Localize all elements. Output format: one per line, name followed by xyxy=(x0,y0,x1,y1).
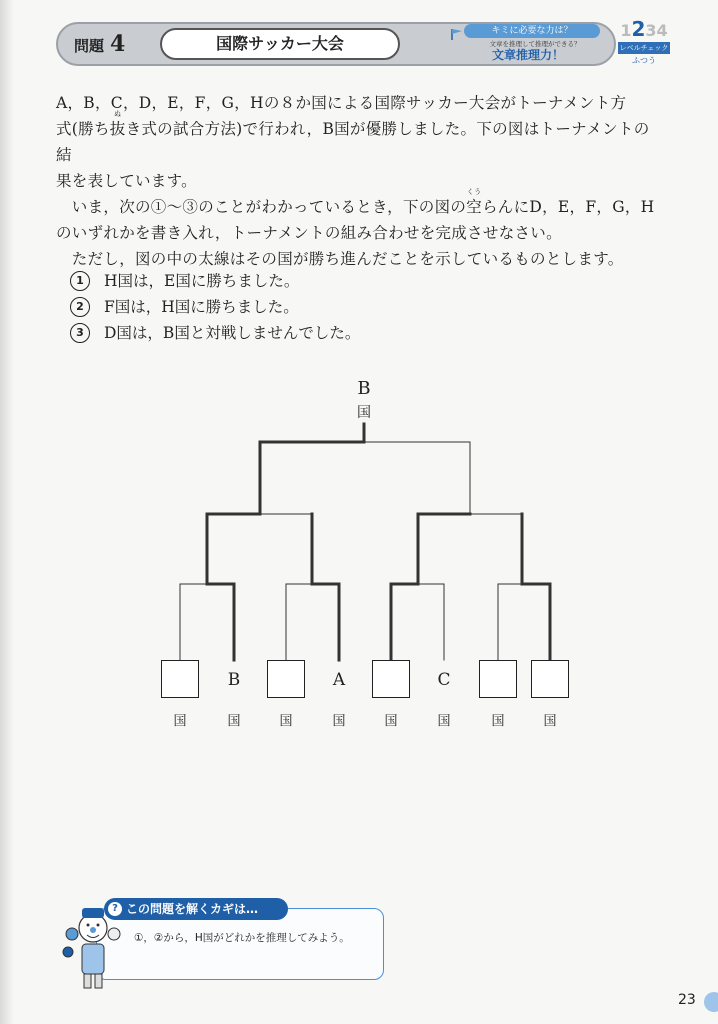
team-blank-box[interactable] xyxy=(267,660,305,698)
bracket-line xyxy=(180,584,234,660)
team-suffix: 国 xyxy=(384,714,398,729)
bracket-winner-line xyxy=(522,514,550,660)
intro-line-4-pre: いま，次の①～③のことがわかっているとき，下の図の xyxy=(56,198,467,216)
bracket-winner-line xyxy=(207,442,260,514)
hint-title: この問題を解くカギは… xyxy=(104,898,288,920)
team-blank-box[interactable] xyxy=(161,660,199,698)
intro-line-3: 果を表しています。 xyxy=(56,172,197,190)
page-tab-marker xyxy=(704,992,718,1012)
intro-line-5: のいずれかを書き入れ，トーナメントの組み合わせを完成させなさい。 xyxy=(56,224,562,242)
bracket-line xyxy=(498,584,522,660)
intro-line-4-post: らんにD，E，F，G，H xyxy=(482,198,655,216)
champion-letter: B xyxy=(357,378,371,399)
condition-text: H国は，E国に勝ちました。 xyxy=(104,272,300,290)
ruby-base: 空 xyxy=(466,198,482,216)
intro-line-2-post: き式の試合方法)で行われ，B国が優勝しました。下の図はトーナメントの結 xyxy=(56,120,650,164)
bracket-winner-line xyxy=(391,514,418,660)
condition-text: F国は，H国に勝ちました。 xyxy=(104,298,299,316)
team-blank-box[interactable] xyxy=(531,660,569,698)
page-number: 23 xyxy=(678,992,696,1008)
intro-line-1: A，B，C，D，E，F，G，Hの８か国による国際サッカー大会がトーナメント方 xyxy=(56,94,627,112)
intro-line-2-pre: 式(勝ち xyxy=(56,120,110,138)
problem-number: 4 xyxy=(110,31,126,57)
condition-number: 3 xyxy=(70,323,90,343)
skill-subtext: 文章を推理して推理ができる？ xyxy=(489,40,581,48)
ruby-base: 抜 xyxy=(109,120,126,138)
team-letter: C xyxy=(437,670,451,690)
team-suffix: 国 xyxy=(491,714,505,729)
bracket-winner-line xyxy=(260,424,364,442)
level-label: レベルチェック xyxy=(619,44,669,52)
team-suffix: 国 xyxy=(173,714,187,729)
skill-question: キミに必要な力は？ xyxy=(464,24,600,38)
level-value: ふつう xyxy=(632,56,656,65)
ruby-text: くう xyxy=(466,188,482,196)
bracket-line xyxy=(286,584,312,660)
condition-number: 2 xyxy=(70,297,90,317)
team-suffix: 国 xyxy=(543,714,557,729)
bracket-winner-line xyxy=(207,514,234,660)
team-blank-box[interactable] xyxy=(372,660,410,698)
team-suffix: 国 xyxy=(227,714,241,729)
problem-prefix: 問題 xyxy=(74,37,105,55)
team-letter: B xyxy=(227,670,241,690)
bracket-line xyxy=(418,584,444,660)
page-title: 国際サッカー大会 xyxy=(160,28,400,60)
condition-number: 1 xyxy=(70,271,90,291)
skill-name: 文章推理力！ xyxy=(491,48,564,62)
clown-mascot-icon xyxy=(58,900,128,994)
ruby-text: ぬ xyxy=(114,110,122,118)
bracket-winner-line xyxy=(312,514,339,660)
level-digit-3: 3 xyxy=(645,21,657,40)
team-suffix: 国 xyxy=(332,714,346,729)
team-letter: A xyxy=(332,670,346,690)
hint-text: ①，②から，H国がどれかを推理してみよう。 xyxy=(134,932,350,944)
level-digit-1: 1 xyxy=(620,21,632,40)
condition-text: D国は，B国と対戦しませんでした。 xyxy=(104,324,361,342)
team-blank-box[interactable] xyxy=(479,660,517,698)
level-digit-4: 4 xyxy=(656,21,668,40)
hint-key-icon: ? xyxy=(108,902,122,916)
team-suffix: 国 xyxy=(279,714,293,729)
champion-suffix: 国 xyxy=(357,405,371,421)
level-digit-2: 2 xyxy=(631,17,646,41)
team-suffix: 国 xyxy=(437,714,451,729)
intro-line-6: ただし，図の中の太線はその国が勝ち進んだことを示しているものとします。 xyxy=(56,250,624,268)
